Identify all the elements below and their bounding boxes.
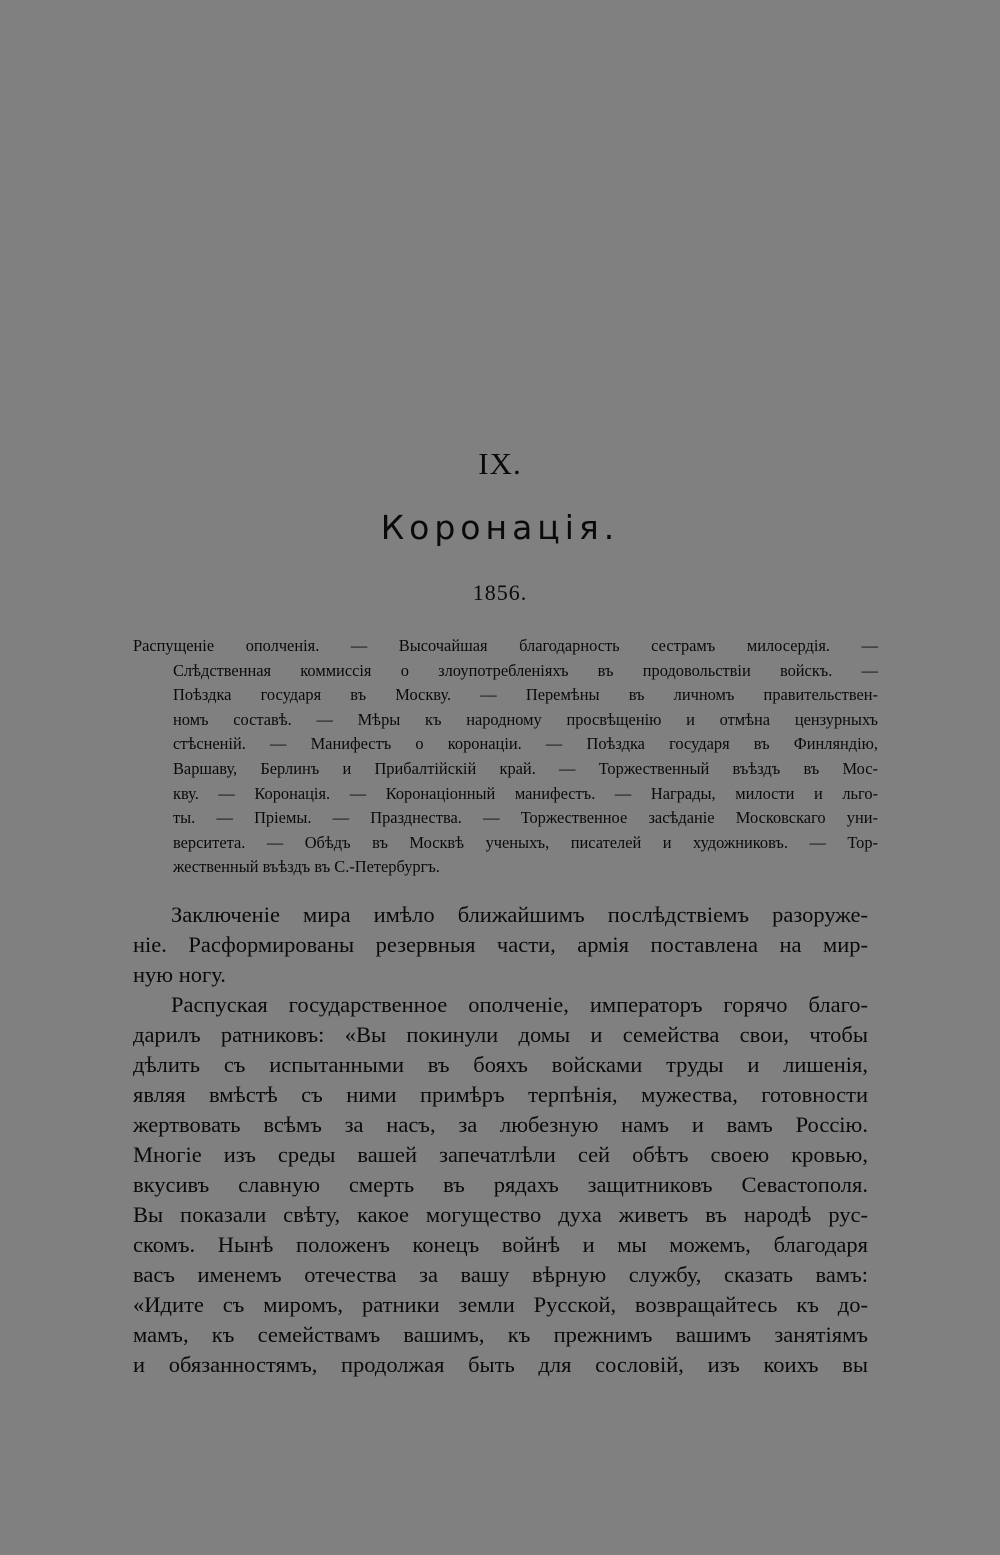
summary-line: жественный въѣздъ въ С.-Петербургъ. — [173, 857, 440, 877]
summary-line: стѣсненій. — Манифестъ о коронаціи. — Поѣздка государя въ Финляндію, — [173, 734, 878, 754]
body-line: Распуская государственное ополченіе, императоръ горячо благо- — [171, 992, 868, 1017]
body-line: Многіе изъ среды вашей запечатлѣли сей обѣтъ своею кровью, — [133, 1142, 868, 1167]
body-line: васъ именемъ отечества за вашу вѣрную службу, сказать вамъ: — [133, 1262, 868, 1287]
body-line: Заключеніе мира имѣло ближайшимъ послѣдствіемъ разоруже- — [171, 902, 868, 927]
summary-line: Слѣдственная коммиссія о злоупотребленіяхъ въ продовольствіи войскъ. — — [173, 660, 878, 680]
body-line: ную ногу. — [133, 962, 226, 987]
body-text — [133, 900, 868, 1380]
body-line: и обязанностямъ, продолжая быть для сословій, изъ коихъ вы — [133, 1352, 868, 1377]
summary-line: ты. — Пріемы. — Празднества. — Торжественное засѣданіе Московскаго уни- — [173, 808, 878, 828]
body-line: скомъ. Нынѣ положенъ конецъ войнѣ и мы можемъ, благодаря — [133, 1232, 868, 1257]
body-line: «Идите съ миромъ, ратники земли Русской, возвращайтесь къ до- — [133, 1292, 868, 1317]
body-line: вкусивъ славную смерть въ рядахъ защитниковъ Севастополя. — [133, 1172, 868, 1197]
body-line: являя вмѣстѣ съ ними примѣръ терпѣнія, мужества, готовности — [133, 1082, 868, 1107]
summary-line: Распущеніе ополченія. — Высочайшая благодарность сестрамъ милосердія. — — [133, 636, 878, 655]
chapter-title: Коронація. — [380, 508, 620, 547]
chapter-number: IX. — [478, 446, 522, 481]
body-line: мамъ, къ семействамъ вашимъ, къ прежнимъ вашимъ занятіямъ — [133, 1322, 868, 1347]
body-line: дѣлить съ испытанными въ бояхъ войсками труды и лишенія, — [133, 1052, 868, 1077]
body-line: Вы показали свѣту, какое могущество духа живетъ въ народѣ рус- — [133, 1202, 868, 1227]
summary-line: верситета. — Обѣдъ въ Москвѣ ученыхъ, писателей и художниковъ. — Тор- — [173, 832, 878, 852]
chapter-summary — [133, 634, 878, 880]
chapter-year: 1856. — [472, 580, 528, 605]
body-line: ніе. Расформированы резервныя части, армія поставлена на мир- — [133, 932, 868, 957]
body-line: дарилъ ратниковъ: «Вы покинули домы и семейства свои, чтобы — [133, 1022, 868, 1047]
summary-line: кву. — Коронація. — Коронаціонный манифестъ. — Награды, милости и льго- — [173, 783, 878, 803]
body-line: жертвовать всѣмъ за насъ, за любезную намъ и вамъ Россію. — [133, 1112, 868, 1137]
summary-line: Поѣздка государя въ Москву. — Перемѣны въ личномъ правительствен- — [173, 685, 878, 705]
summary-line: Варшаву, Берлинъ и Прибалтійскій край. — Торжественный въѣздъ въ Мос- — [173, 758, 878, 778]
summary-line: номъ составѣ. — Мѣры къ народному просвѣщенію и отмѣна цензурныхъ — [173, 709, 878, 729]
